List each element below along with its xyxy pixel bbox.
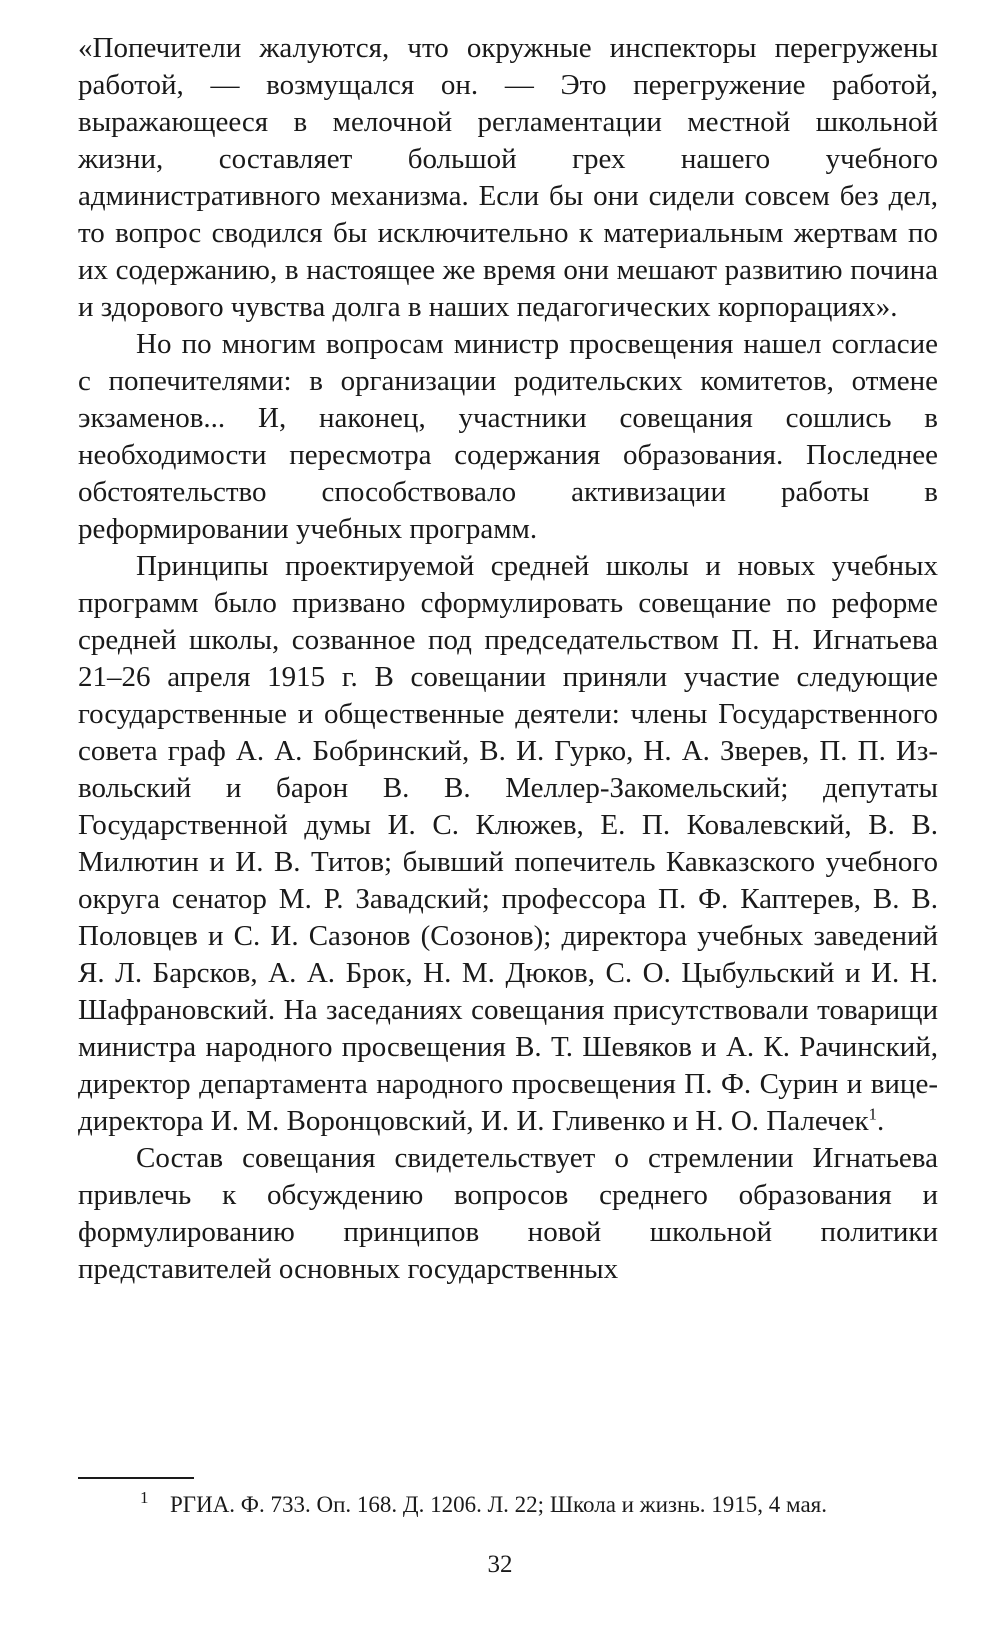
paragraph-meeting-text: Принципы проектируемой средней школы и новых учебных программ было призвано сформулировать совещание по реформе средней школы, созванное под председательством П. Н. Игнатьева 21–26 апреля 1915 г. В совещании приняли участие следующие государственные и общественные деятели: члены Государственного совета граф А. А. Бобринский, В. И. Гурко, Н. А. Зверев, П. П. Извольский и барон В. В. Меллер-Закомельский; депутаты Государственной думы И. С. Клюжев, Е. П. Ковалевский, В. В. Милютин и И. В. Титов; бывший попечитель Кавказского учебного округа сенатор М. Р. Завадский; профессора П. Ф. Каптерев, В. В. Половцев и С. И. Сазонов (Созонов); директора учебных заведений Я. Л. Барсков, А. А. Брок, Н. М. Дюков, С. О. Цыбульский и И. Н. Шафрановский. На заседаниях совещания присутствовали товарищи министра народного просвещения В. Т. Шевяков и А. К. Рачинский, директор департамента народного просвещения П. Ф. Сурин и вице-директора И. М. Воронцовский, И. И. Гливенко и Н. О. Палечек <box>78 550 938 1137</box>
footnote-divider <box>78 1477 194 1479</box>
page-number: 32 <box>487 1551 513 1578</box>
paragraph-meeting: Принципы проектируемой средней школы и новых учебных программ было призвано сформулировать совещание по реформе средней школы, созванное под председательством П. Н. Игнатьева 21–26 апреля 1915 г. В совещании приняли участие следующие государственные и общественные деятели: члены Государственного совета граф А. А. Бобринский, В. И. Гурко, Н. А. Зверев, П. П. Извольский и барон В. В. Меллер-Закомельский; депутаты Государственной думы И. С. Клюжев, Е. П. Ковалевский, В. В. Милютин и И. В. Титов; бывший попечитель Кавказского учебного округа сенатор М. Р. Завадский; профессора П. Ф. Каптерев, В. В. Половцев и С. И. Сазонов (Созонов); директора учебных заведений Я. Л. Барсков, А. А. Брок, Н. М. Дюков, С. О. Цыбульский и И. Н. Шафрановский. На заседаниях совещания присутствовали товарищи министра народного просвещения В. Т. Шевяков и А. К. Рачинский, директор департамента народного просвещения П. Ф. Сурин и вице-директора И. М. Воронцовский, И. И. Гливенко и Н. О. Палечек$^1$. <box>78 550 938 1137</box>
page-body <box>78 30 938 1288</box>
footnote-reference: 1 <box>868 1104 878 1124</box>
paragraph-quote: «Попечители жалуются, что окружные инспекторы перегружены работой, — возмущался он. — Это перегружение работой, выражающееся в мелочной регламентации местной школьной жизни, составляет большой грех нашего учебного административного механизма. Если бы они сидели совсем без дел, то вопрос сводился бы исключительно к материальным жертвам по их содержанию, в настоящее же время они мешают развитию почина и здорового чувства долга в наших педагогических корпорациях». <box>78 32 938 323</box>
paragraph-composition: Состав совещания свидетельствует о стремлении Игнатьева привлечь к обсуждению вопросов среднего образования и формулированию принципов новой школьной политики представителей основных государственных <box>78 1142 938 1285</box>
paragraph-agreement: Но по многим вопросам министр просвещения нашел согласие с попечителями: в организации родительских комитетов, отмене экзаменов... И, наконец, участники совещания сошлись в необходимости пересмотра содержания образования. Последнее обстоятельство способствовало активизации работы в реформировании учебных программ. <box>78 328 938 545</box>
footnote-text: РГИА. Ф. 733. Оп. 168. Д. 1206. Л. 22; Школа и жизнь. 1915, 4 мая. <box>170 1492 827 1517</box>
footnote: 1 РГИА. Ф. 733. Оп. 168. Д. 1206. Л. 22; Школа и жизнь. 1915, 4 мая. <box>140 1488 827 1517</box>
